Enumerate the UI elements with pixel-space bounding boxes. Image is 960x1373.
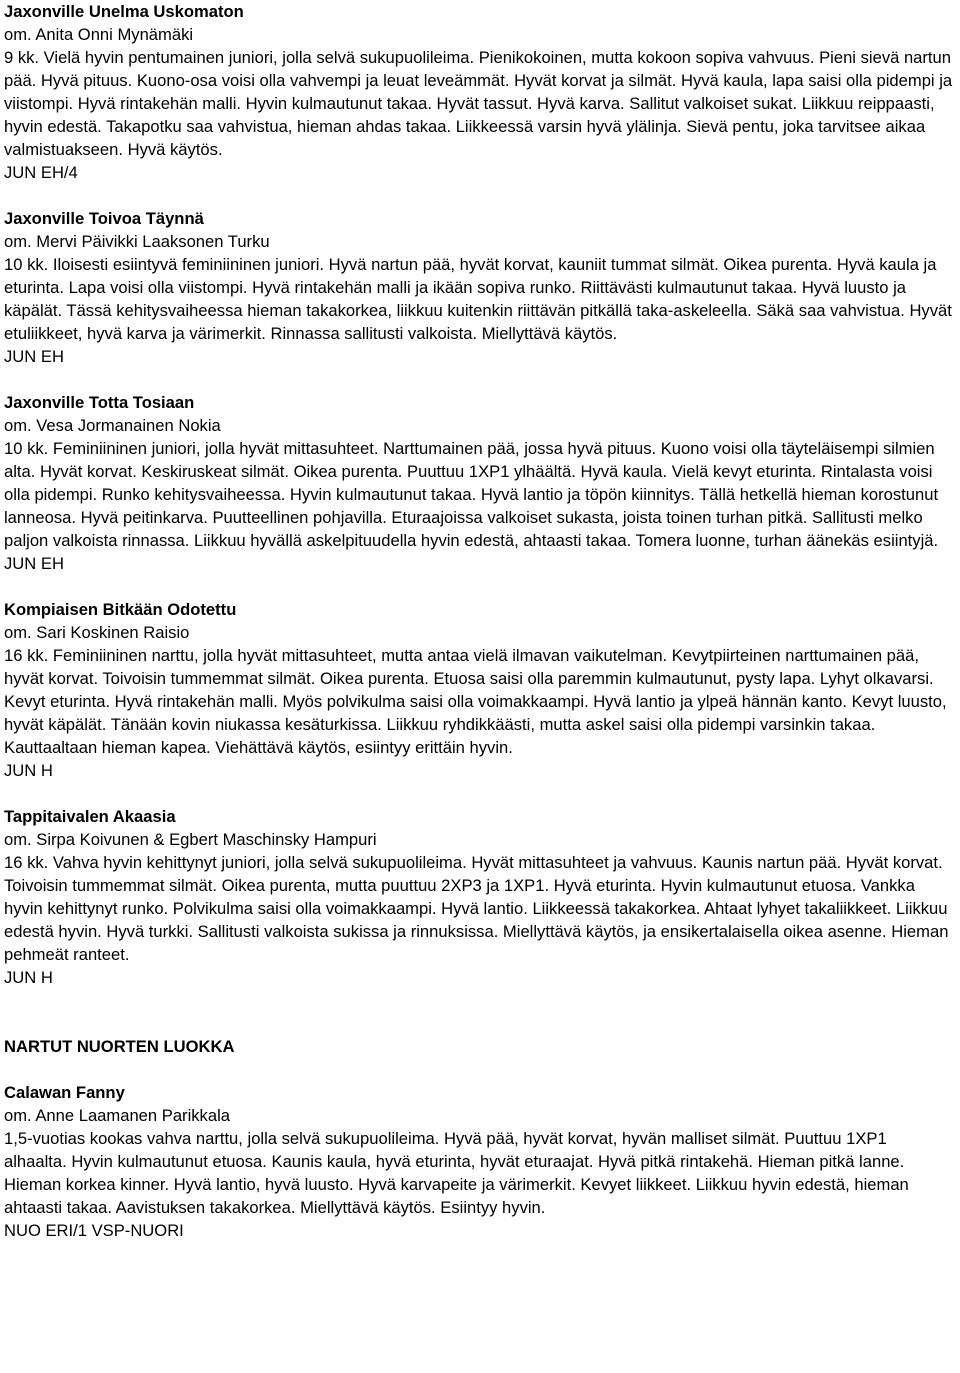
critique-text: 1,5-vuotias kookas vahva narttu, jolla selvä sukupuolileima. Hyvä pää, hyvät korvat, hyvän malliset silmät. Puuttuu 1XP1 alhaalta. Hyvin kulmautunut etuosa. Kaunis kaula, hyvä eturinta, hyvät eturaajat. Hyvä pitkä rintakehä. Hieman pitkä lanne. Hieman korkea kinner. Hyvä lantio, hyvä luusto. Hyvä karvapeite ja värimerkit. Kevyet liikkeet. Liikkuu hyvin edestä, hieman ahtaasti takaa. Aavistuksen takakorkea. Miellyttävä käytös. Esiintyy hyvin. <box>4 1129 909 1217</box>
dog-name: Jaxonville Toivoa Täynnä <box>4 209 204 228</box>
owner-line: om. Anita Onni Mynämäki <box>4 25 194 44</box>
owner-line: om. Sari Koskinen Raisio <box>4 623 190 642</box>
owner-line: om. Sirpa Koivunen & Egbert Maschinsky Hampuri <box>4 830 377 849</box>
dog-name: Calawan Fanny <box>4 1083 125 1102</box>
document-page <box>4 0 954 1242</box>
owner-line: om. Vesa Jormanainen Nokia <box>4 416 221 435</box>
dog-entry <box>4 598 954 782</box>
critique-text: 9 kk. Vielä hyvin pentumainen juniori, jolla selvä sukupuolileima. Pienikokoinen, mutta kokoon sopiva vahvuus. Pieni sievä nartun pää. Hyvä pituus. Kuono-osa voisi olla vahvempi ja leuat leveämmät. Hyvät korvat ja silmät. Hyvä kaula, lapa saisi olla pidempi ja viistompi. Hyvä rintakehän malli. Hyvin kulmautunut takaa. Hyvät tassut. Hyvä karva. Sallitut valkoiset sukat. Liikkuu reippaasti, hyvin edestä. Takapotku saa vahvistua, hieman ahdas takaa. Liikkeessä varsin hyvä ylälinja. Sievä pentu, joka tarvitsee aikaa valmistuakseen. Hyvä käytös. <box>4 48 953 159</box>
result-line: JUN H <box>4 761 53 780</box>
dog-entry <box>4 1081 954 1242</box>
dog-entry <box>4 805 954 989</box>
result-line: NUO ERI/1 VSP-NUORI <box>4 1221 184 1240</box>
class-heading: NARTUT NUORTEN LUOKKA <box>4 1037 235 1056</box>
dog-name: Jaxonville Unelma Uskomaton <box>4 2 244 21</box>
critique-text: 10 kk. Feminiininen juniori, jolla hyvät mittasuhteet. Narttumainen pää, jossa hyvä pituus. Kuono voisi olla täyteläisempi silmien alta. Hyvät korvat. Keskiruskeat silmät. Oikea purenta. Puuttuu 1XP1 ylhäältä. Hyvä kaula. Vielä kevyt eturinta. Rintalasta voisi olla pidempi. Runko kehitysvaiheessa. Hyvin kulmautunut takaa. Hyvä lantio ja töpön kiinnitys. Tällä hetkellä hieman korostunut lanneosa. Hyvä peitinkarva. Puutteellinen pohjavilla. Eturaajoissa valkoiset sukasta, joista toinen turhan pitkä. Sallitusti melko paljon valkoista rinnassa. Liikkuu hyvällä askelpituudella hyvin edestä, ahtaasti takaa. Tomera luonne, turhan äänekäs esiintyjä. <box>4 439 939 550</box>
result-line: JUN EH <box>4 554 64 573</box>
critique-text: 10 kk. Iloisesti esiintyvä feminiininen juniori. Hyvä nartun pää, hyvät korvat, kauniit tummat silmät. Oikea purenta. Hyvä kaula ja eturinta. Lapa voisi olla viistompi. Hyvä rintakehän malli ja ikään sopiva runko. Riittävästi kulmautunut takaa. Hyvä luusto ja käpälät. Tässä kehitysvaiheessa hieman takakorkea, liikkuu kuitenkin riittävän pitkällä taka-askeleella. Säkä saa vahvistua. Hyvät etuliikkeet, hyvä karva ja värimerkit. Rinnassa sallitusti valkoista. Miellyttävä käytös. <box>4 255 952 343</box>
result-line: JUN EH <box>4 347 64 366</box>
dog-entry <box>4 391 954 575</box>
dog-name: Jaxonville Totta Tosiaan <box>4 393 195 412</box>
owner-line: om. Mervi Päivikki Laaksonen Turku <box>4 232 270 251</box>
critique-text: 16 kk. Vahva hyvin kehittynyt juniori, jolla selvä sukupuolileima. Hyvät mittasuhteet ja vahvuus. Kaunis nartun pää. Hyvät korvat. Toivoisin tummemmat silmät. Oikea purenta, mutta puuttuu 2XP3 ja 1XP1. Hyvä eturinta. Hyvin kulmautunut etuosa. Vankka hyvin kehittynyt runko. Polvikulma saisi olla voimakkaampi. Hyvä lantio. Liikkeessä takakorkea. Ahtaat lyhyet takaliikkeet. Liikkuu edestä hyvin. Hyvä turkki. Sallitusti valkoista sukissa ja rinnuksissa. Miellyttävä käytös, ja ensikertalaisella oikea asenne. Hieman pehmeät ranteet. <box>4 853 949 964</box>
dog-name: Tappitaivalen Akaasia <box>4 807 176 826</box>
dog-entry <box>4 207 954 368</box>
owner-line: om. Anne Laamanen Parikkala <box>4 1106 231 1125</box>
result-line: JUN H <box>4 968 53 987</box>
dog-entry <box>4 0 954 184</box>
critique-text: 16 kk. Feminiininen narttu, jolla hyvät mittasuhteet, mutta antaa vielä ilmavan vaikutelman. Kevytpiirteinen narttumainen pää, hyvät korvat. Toivoisin tummemmat silmät. Oikea purenta. Etuosa saisi olla paremmin kulmautunut, pysty lapa. Lyhyt olkavarsi. Kevyt eturinta. Hyvä rintakehän malli. Myös polvikulma saisi olla voimakkaampi. Hyvä lantio ja ylpeä hännän kanto. Kevyt luusto, hyvät käpälät. Tänään kovin niukassa kesäturkissa. Liikkuu ryhdikkäästi, mutta askel saisi olla pidempi varsinkin takaa. Kauttaaltaan hieman kapea. Viehättävä käytös, esiintyy erittäin hyvin. <box>4 646 947 757</box>
result-line: JUN EH/4 <box>4 163 78 182</box>
dog-name: Kompiaisen Bitkään Odotettu <box>4 600 237 619</box>
